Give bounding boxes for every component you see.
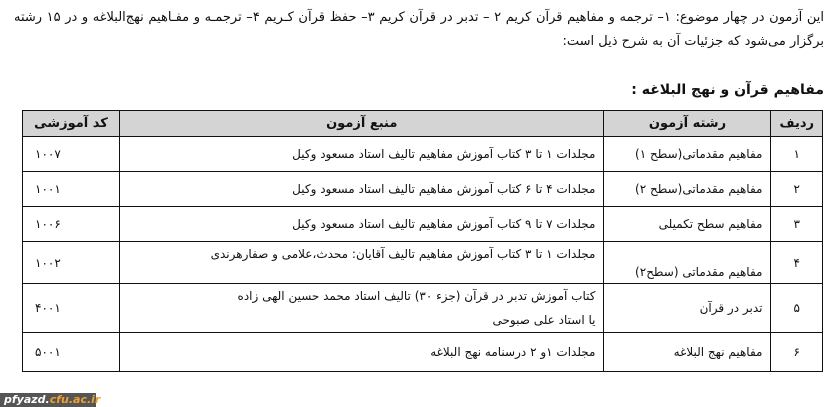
table-row <box>23 207 823 242</box>
code-cell: ۱۰۰۶ <box>23 207 120 242</box>
field-cell: مفاهیم مقدماتی (سطح۲) <box>604 242 771 284</box>
source-cell: مجلدات ۴ تا ۶ کتاب آموزش مفاهیم تالیف استاد مسعود وکیل <box>120 172 604 207</box>
row-number: ۶ <box>771 333 823 372</box>
header-code: کد آموزشی <box>23 111 120 137</box>
watermark-part2: cfu.ac.ir <box>49 393 101 406</box>
row-number: ۱ <box>771 137 823 172</box>
source-line-1: کتاب آموزش تدبر در قرآن (جزء ۳۰) تالیف استاد محمد حسین الهی زاده <box>237 289 596 303</box>
code-cell: ۱۰۰۲ <box>23 242 120 284</box>
intro-paragraph: این آزمون در چهار موضوع: ۱– ترجمه و مفاهیم قرآن کریم ۲ – تدبر در قرآن کریم ۳– حفظ قرآن کـریم ۴– ترجمـه و مفـاهیم نهج‌البلاغه و در ۱۵ رشته برگزار می‌شود که جزئیات آن به شرح ذیل است: <box>14 10 825 49</box>
row-number: ۴ <box>771 242 823 284</box>
table-row <box>23 137 823 172</box>
source-cell: مجلدات ۱و ۲ درسنامه نهج البلاغه <box>120 333 604 372</box>
table-header-row <box>23 111 823 137</box>
table-row <box>23 333 823 372</box>
watermark <box>0 393 101 407</box>
row-number: ۳ <box>771 207 823 242</box>
table-row <box>23 284 823 333</box>
code-cell: ۵۰۰۱ <box>23 333 120 372</box>
section-heading: مفاهیم قرآن و نهج البلاغه : <box>631 82 824 98</box>
row-number: ۵ <box>771 284 823 333</box>
code-cell: ۴۰۰۱ <box>23 284 120 333</box>
table-row <box>23 172 823 207</box>
code-cell: ۱۰۰۱ <box>23 172 120 207</box>
field-cell: مفاهیم مقدماتی(سطح ۱) <box>604 137 771 172</box>
source-cell: مجلدات ۱ تا ۳ کتاب آموزش مفاهیم تالیف استاد مسعود وکیل <box>120 137 604 172</box>
table-row <box>23 242 823 284</box>
source-cell: مجلدات ۷ تا ۹ کتاب آموزش مفاهیم تالیف استاد مسعود وکیل <box>120 207 604 242</box>
header-field: رشته آزمون <box>604 111 771 137</box>
header-source: منبع آزمون <box>120 111 604 137</box>
header-row-number: ردیف <box>771 111 823 137</box>
watermark-part1: pfyazd. <box>4 393 50 406</box>
source-cell: مجلدات ۱ تا ۳ کتاب آموزش مفاهیم تالیف آقایان: محدث،علامی و صفارهرندی <box>120 242 604 284</box>
source-cell <box>120 284 604 333</box>
field-cell: تدبر در قرآن <box>604 284 771 333</box>
source-line-2: یا استاد علی صبوحی <box>492 313 596 327</box>
field-cell: مفاهیم مقدماتی(سطح ۲) <box>604 172 771 207</box>
code-cell: ۱۰۰۷ <box>23 137 120 172</box>
field-cell: مفاهیم سطح تکمیلی <box>604 207 771 242</box>
exam-table <box>22 110 823 372</box>
row-number: ۲ <box>771 172 823 207</box>
field-cell: مفاهیم نهج البلاغه <box>604 333 771 372</box>
